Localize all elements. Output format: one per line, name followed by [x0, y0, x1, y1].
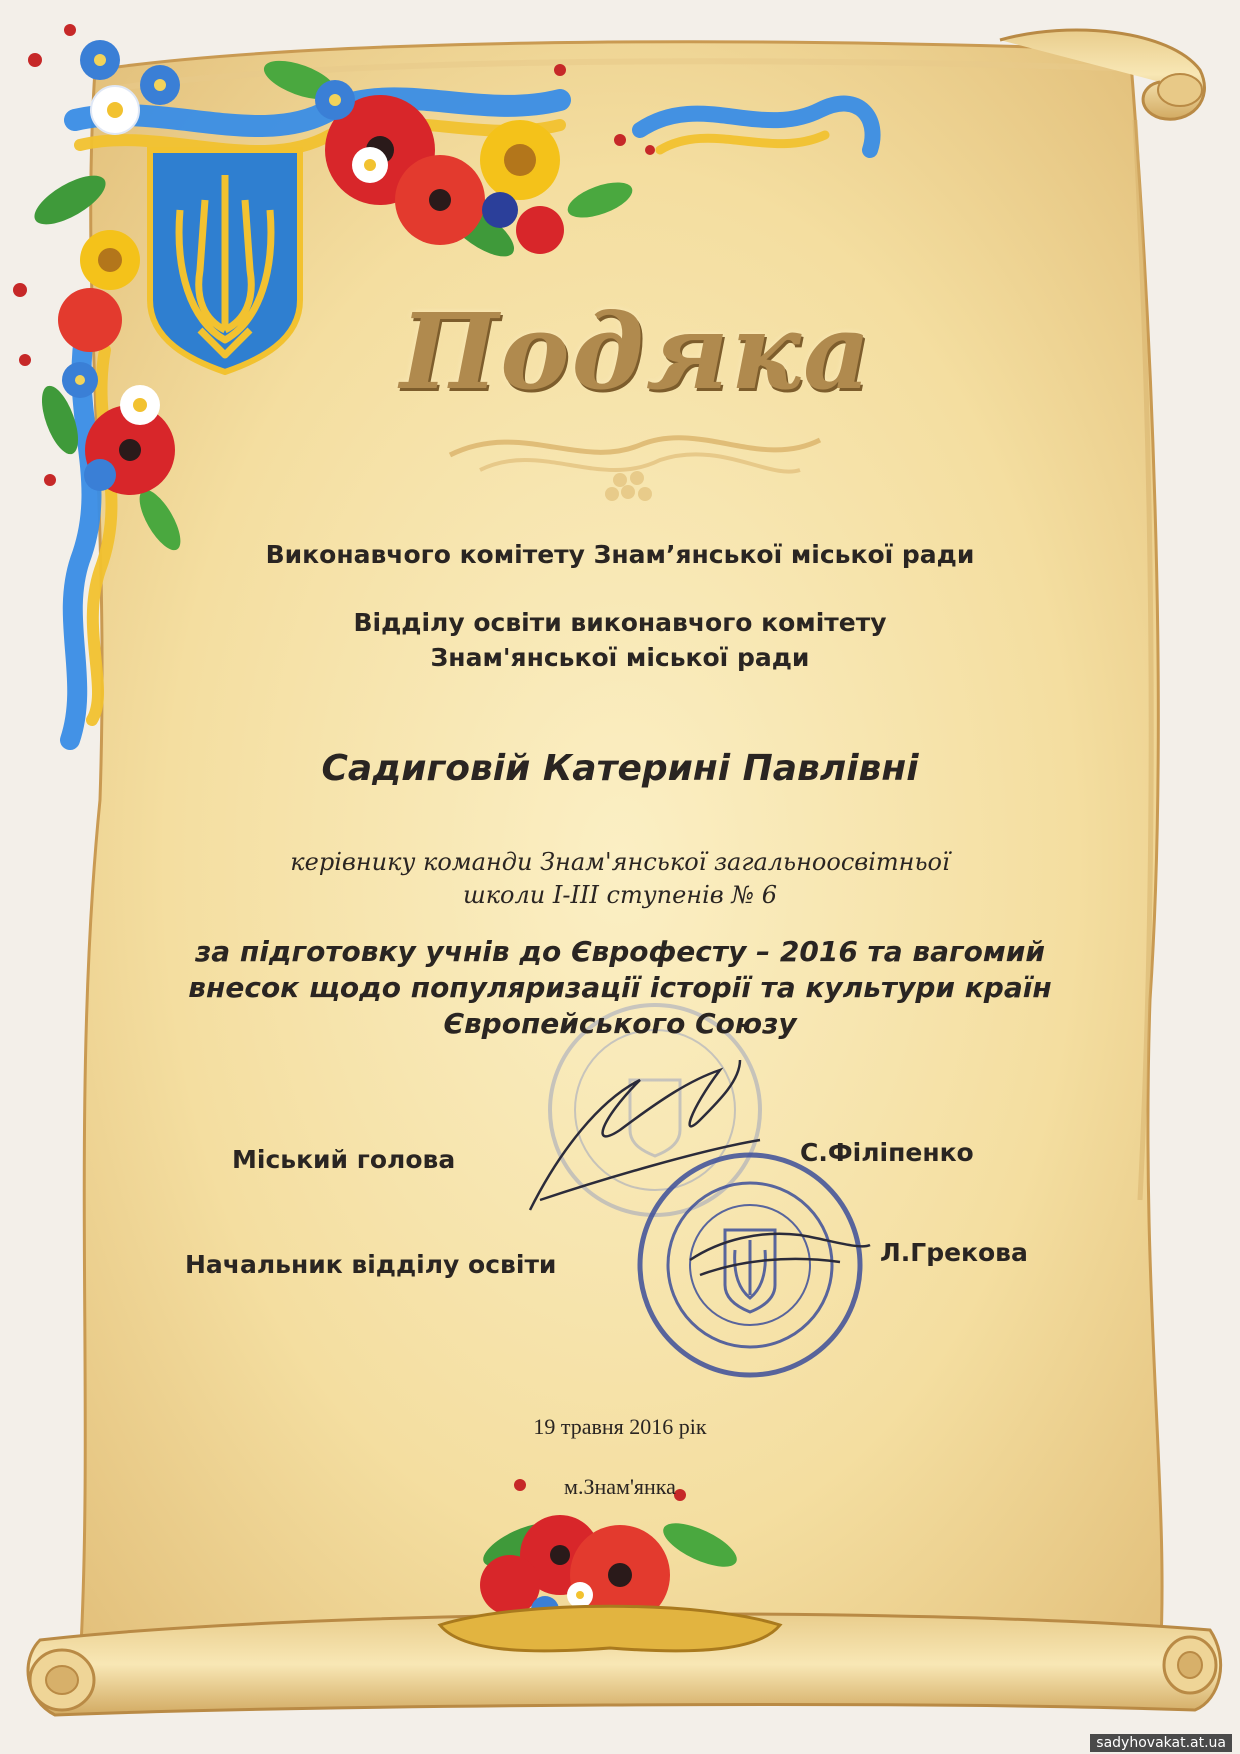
reason-line-3: Європейського Союзу — [443, 1007, 797, 1040]
signature-name-mayor: С.Філіпенко — [800, 1138, 974, 1167]
signature-position-education-head: Начальник відділу освіти — [185, 1250, 557, 1279]
recipient-role-line-2: школи І-ІІІ ступенів № 6 — [462, 881, 777, 909]
reason-line-2: внесок щодо популяризації історії та культури країн — [188, 971, 1052, 1004]
signature-name-education-head: Л.Грекова — [880, 1238, 1028, 1267]
signature-position-mayor: Міський голова — [232, 1145, 456, 1174]
issuer-line-1: Виконавчого комітету Знам’янської міської ради — [265, 540, 975, 569]
watermark: sadyhovakat.at.ua — [1090, 1734, 1232, 1752]
recipient-role-line-1: керівнику команди Знам'янської загальноосвітньої — [290, 848, 950, 876]
issue-city: м.Знам'янка — [564, 1474, 676, 1499]
certificate-title: Подяка — [400, 290, 873, 413]
coat-of-arms-icon — [150, 150, 300, 372]
issuer-line-2a: Відділу освіти виконавчого комітету — [353, 608, 887, 637]
issuer-line-2b: Знам'янської міської ради — [430, 643, 810, 672]
recipient-name: Садиговій Катерині Павлівні — [321, 748, 919, 789]
issue-date: 19 травня 2016 рік — [533, 1414, 707, 1439]
reason-line-1: за підготовку учнів до Єврофесту – 2016 та вагомий — [194, 935, 1046, 968]
